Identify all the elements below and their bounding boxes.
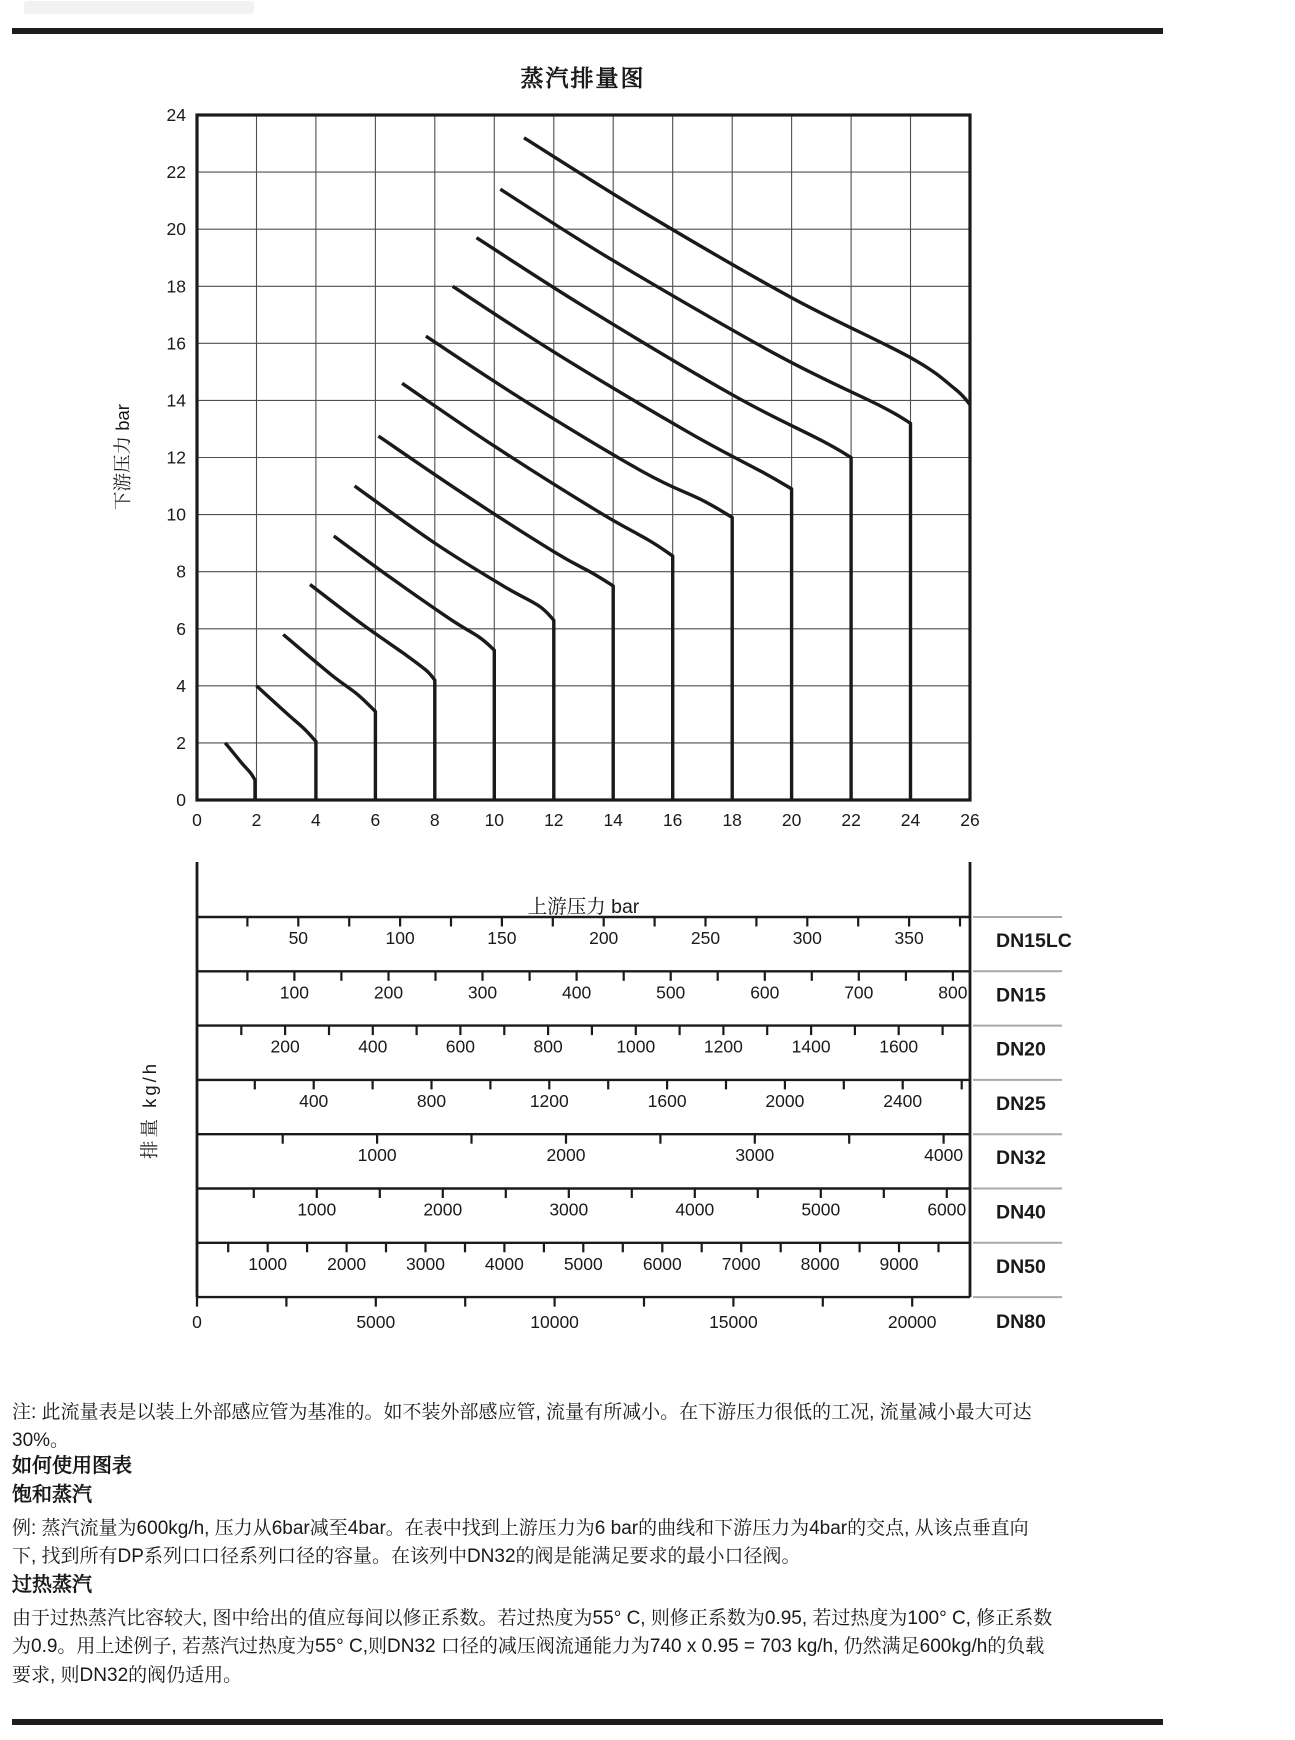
scale-value: 1600 (879, 1036, 919, 1057)
valve-size-label: DN80 (996, 1311, 1046, 1334)
scale-value: 9000 (879, 1253, 919, 1274)
scale-value: 800 (416, 1090, 447, 1111)
scale-value: 1000 (357, 1145, 397, 1166)
scale-value: 400 (299, 1090, 329, 1111)
scale-value: 10000 (530, 1312, 579, 1333)
x-axis-tick-label: 6 (370, 810, 381, 830)
scale-value: 2000 (546, 1145, 586, 1166)
x-axis-tick-label: 24 (900, 810, 921, 830)
y-axis-tick-label: 20 (166, 219, 186, 240)
scale-value: 100 (279, 982, 310, 1003)
y-axis-tick-label: 4 (176, 675, 186, 696)
y-axis-tick-label: 6 (176, 618, 186, 639)
scale-value: 400 (561, 982, 592, 1003)
x-axis-tick-label: 10 (484, 810, 505, 830)
scale-value: 400 (358, 1036, 388, 1057)
scale-value: 4000 (675, 1199, 715, 1220)
valve-size-label: DN15LC (996, 930, 1072, 952)
scale-value: 300 (792, 928, 822, 948)
scale-value: 300 (467, 982, 498, 1003)
scale-value: 6000 (642, 1253, 682, 1274)
x-axis-tick-label: 16 (662, 810, 683, 830)
note-line-2: 30%。 (12, 1430, 70, 1451)
y-axis-tick-label: 2 (176, 732, 186, 753)
capacity-curve-upstream-10-bar (334, 536, 495, 800)
x-axis-tick-label: 14 (603, 810, 623, 830)
capacity-axis-title: 排量 kg/h (139, 1060, 160, 1160)
scale-value: 200 (373, 982, 404, 1003)
capacity-curve-upstream-20-bar (453, 286, 792, 800)
saturated-line-2: 下, 找到所有DP系列口口径系列口径的容量。在该列中DN32的阀是能满足要求的最小口径阀。 (12, 1546, 801, 1567)
superheat-line-2: 为0.9。用上述例子, 若蒸汽过热度为55° C,则DN32 口径的减压阀流通能力为740 x 0.95 = 703 kg/h, 仍然满足600kg/h的负载 (12, 1636, 1045, 1657)
scale-value: 6000 (927, 1199, 967, 1220)
scale-value: 1600 (647, 1090, 687, 1111)
bottom-rule (12, 1719, 1163, 1725)
scale-value: 4000 (924, 1145, 964, 1166)
y-axis-tick-label: 14 (166, 390, 186, 411)
scale-value: 100 (385, 928, 415, 948)
note-line-1: 注: 此流量表是以装上外部感应管为基准的。如不装外部感应管, 流量有所减小。在下游压力很低的工况, 流量减小最大可达 (12, 1402, 1032, 1423)
scale-value: 1000 (248, 1253, 288, 1274)
scale-value: 1200 (703, 1036, 743, 1057)
scale-value: 1000 (616, 1036, 656, 1057)
valve-size-label: DN40 (996, 1201, 1046, 1224)
valve-size-label: DN50 (996, 1255, 1046, 1278)
scale-value: 1400 (791, 1036, 831, 1057)
y-axis-tick-label: 22 (166, 162, 186, 183)
scale-value: 4000 (484, 1253, 524, 1274)
scale-value: 2400 (883, 1090, 923, 1111)
x-axis-tick-label: 0 (192, 810, 202, 830)
scale-value: 600 (750, 982, 780, 1003)
saturated-steam-heading: 饱和蒸汽 (12, 1484, 92, 1506)
scale-value: 50 (288, 928, 309, 948)
scale-value: 700 (844, 982, 874, 1003)
x-axis-tick-label: 12 (544, 810, 564, 830)
scale-value: 800 (938, 982, 968, 1003)
x-axis-tick-label: 26 (960, 810, 980, 830)
scale-value: 3000 (406, 1253, 445, 1274)
scale-value: 5000 (563, 1253, 603, 1274)
y-axis-tick-label: 18 (166, 276, 186, 297)
scale-value: 3000 (735, 1145, 775, 1166)
scale-value: 250 (690, 928, 721, 948)
howto-heading: 如何使用图表 (12, 1455, 132, 1477)
scale-value: 1200 (529, 1090, 569, 1111)
x-axis-tick-label: 22 (841, 810, 861, 830)
x-axis-tick-label: 20 (781, 810, 802, 830)
capacity-curve-upstream-22-bar (477, 238, 852, 800)
superheat-line-3: 要求, 则DN32的阀仍适用。 (12, 1665, 243, 1686)
y-axis-tick-label: 12 (166, 447, 186, 468)
scale-value: 5000 (801, 1199, 841, 1220)
scale-value: 0 (192, 1312, 202, 1333)
scale-value: 8000 (800, 1253, 840, 1274)
scale-value: 3000 (549, 1199, 589, 1220)
saturated-line-1: 例: 蒸汽流量为600kg/h, 压力从6bar减至4bar。在表中找到上游压力为6 bar的曲线和下游压力为4bar的交点, 从该点垂直向 (12, 1518, 1029, 1539)
scale-value: 350 (894, 928, 924, 948)
x-axis-tick-label: 8 (429, 810, 440, 830)
scale-value: 7000 (721, 1253, 761, 1274)
scale-value: 200 (589, 928, 619, 948)
scale-value: 500 (656, 982, 686, 1003)
scale-value: 5000 (356, 1312, 396, 1333)
scale-value: 2000 (327, 1253, 367, 1274)
x-axis-tick-label: 4 (311, 810, 321, 830)
capacity-curve-upstream-16-bar (402, 383, 673, 800)
scale-value: 20000 (887, 1312, 937, 1333)
y-axis-title: 下游压力 bar (112, 404, 133, 510)
y-axis-tick-label: 0 (176, 790, 186, 810)
valve-size-label: DN20 (996, 1038, 1046, 1061)
valve-size-label: DN25 (996, 1092, 1046, 1115)
scale-value: 150 (487, 928, 517, 948)
capacity-curve-upstream-26-bar (524, 138, 970, 405)
scale-value: 800 (533, 1036, 563, 1057)
capacity-curve-upstream-8-bar (310, 585, 435, 801)
scale-value: 2000 (423, 1199, 463, 1220)
y-axis-tick-label: 24 (166, 105, 186, 125)
valve-size-label: DN15 (996, 984, 1046, 1007)
scale-value: 15000 (709, 1312, 758, 1333)
y-axis-tick-label: 16 (166, 333, 186, 354)
scale-value: 2000 (765, 1090, 805, 1111)
x-axis-tick-label: 18 (722, 810, 742, 830)
y-axis-tick-label: 8 (176, 561, 186, 582)
scale-value: 200 (270, 1036, 300, 1057)
x-axis-tick-label: 2 (251, 810, 262, 830)
capacity-curve-upstream-6-bar (283, 635, 375, 801)
upstream-pressure-header: 上游压力 bar (527, 896, 640, 918)
chart-title: 蒸汽排量图 (520, 65, 646, 91)
scale-value: 600 (445, 1036, 476, 1057)
capacity-curve-upstream-2-bar (225, 743, 255, 800)
superheat-heading: 过热蒸汽 (12, 1574, 92, 1596)
capacity-curve-upstream-24-bar (500, 189, 910, 800)
y-axis-tick-label: 10 (166, 504, 186, 525)
valve-size-label: DN32 (996, 1147, 1046, 1170)
superheat-line-1: 由于过热蒸汽比容较大, 图中给出的值应每间以修正系数。若过热度为55° C, 则修正系数为0.95, 若过热度为100° C, 修正系数 (12, 1608, 1053, 1629)
scale-value: 1000 (297, 1199, 337, 1220)
